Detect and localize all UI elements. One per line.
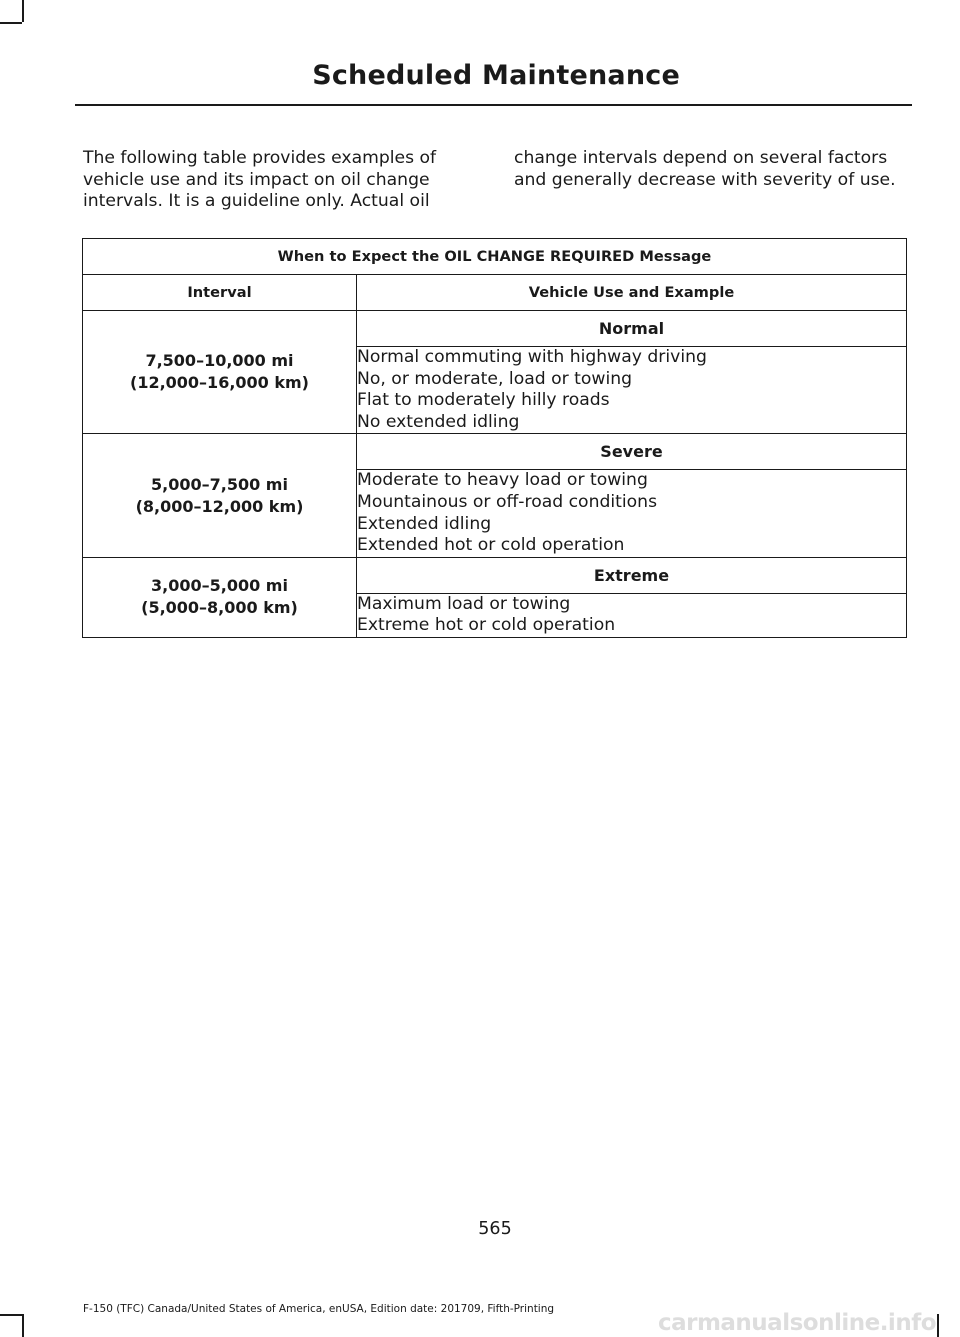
interval-cell bbox=[83, 557, 357, 637]
interval-miles: 7,500–10,000 mi bbox=[145, 351, 294, 371]
examples-cell bbox=[357, 347, 907, 434]
table-row bbox=[83, 434, 907, 470]
example-item: No, or moderate, load or towing bbox=[357, 368, 633, 389]
intro-text-right: change intervals depend on several factors and generally decrease with severity of use. bbox=[514, 148, 896, 190]
example-item: Extended hot or cold operation bbox=[357, 535, 625, 556]
examples-cell bbox=[357, 470, 907, 557]
crop-mark bbox=[937, 1314, 939, 1337]
crop-mark bbox=[0, 22, 22, 24]
category-label: Severe bbox=[357, 434, 907, 470]
example-item: Moderate to heavy load or towing bbox=[357, 470, 648, 491]
example-item: Maximum load or towing bbox=[357, 593, 571, 614]
column-header-vehicle-use: Vehicle Use and Example bbox=[357, 275, 907, 311]
table-caption: When to Expect the OIL CHANGE REQUIRED Message bbox=[83, 239, 907, 275]
title-divider bbox=[75, 104, 912, 106]
example-item: No extended idling bbox=[357, 411, 520, 432]
category-label: Extreme bbox=[357, 557, 907, 593]
edition-footer: F-150 (TFC) Canada/United States of America, enUSA, Edition date: 201709, Fifth-Printing bbox=[83, 1303, 555, 1315]
interval-cell bbox=[83, 434, 357, 557]
category-label: Normal bbox=[357, 311, 907, 347]
interval-kilometers: (5,000–8,000 km) bbox=[141, 598, 298, 618]
example-item: Flat to moderately hilly roads bbox=[357, 390, 610, 411]
examples-cell bbox=[357, 593, 907, 637]
page-title: Scheduled Maintenance bbox=[312, 60, 680, 91]
interval-miles: 5,000–7,500 mi bbox=[151, 474, 288, 494]
interval-miles: 3,000–5,000 mi bbox=[151, 576, 288, 596]
interval-cell bbox=[83, 311, 357, 434]
interval-kilometers: (8,000–12,000 km) bbox=[135, 496, 304, 516]
example-item: Extended idling bbox=[357, 513, 492, 534]
example-item: Normal commuting with highway driving bbox=[357, 347, 707, 367]
example-item: Extreme hot or cold operation bbox=[357, 615, 616, 636]
oil-change-table bbox=[82, 238, 907, 638]
crop-mark bbox=[22, 0, 24, 22]
example-item: Mountainous or off-road conditions bbox=[357, 491, 658, 512]
table-row bbox=[83, 557, 907, 593]
crop-mark bbox=[22, 1314, 24, 1337]
interval-kilometers: (12,000–16,000 km) bbox=[130, 373, 309, 393]
column-header-interval: Interval bbox=[83, 275, 357, 311]
crop-mark bbox=[0, 1314, 22, 1316]
watermark-logo: carmanualsonline.info bbox=[657, 1310, 936, 1336]
intro-text-left: The following table provides examples of vehicle use and its impact on oil change intervals. It is a guideline only. Actual oil bbox=[83, 148, 437, 211]
page-number: 565 bbox=[478, 1219, 512, 1239]
table-row bbox=[83, 311, 907, 347]
